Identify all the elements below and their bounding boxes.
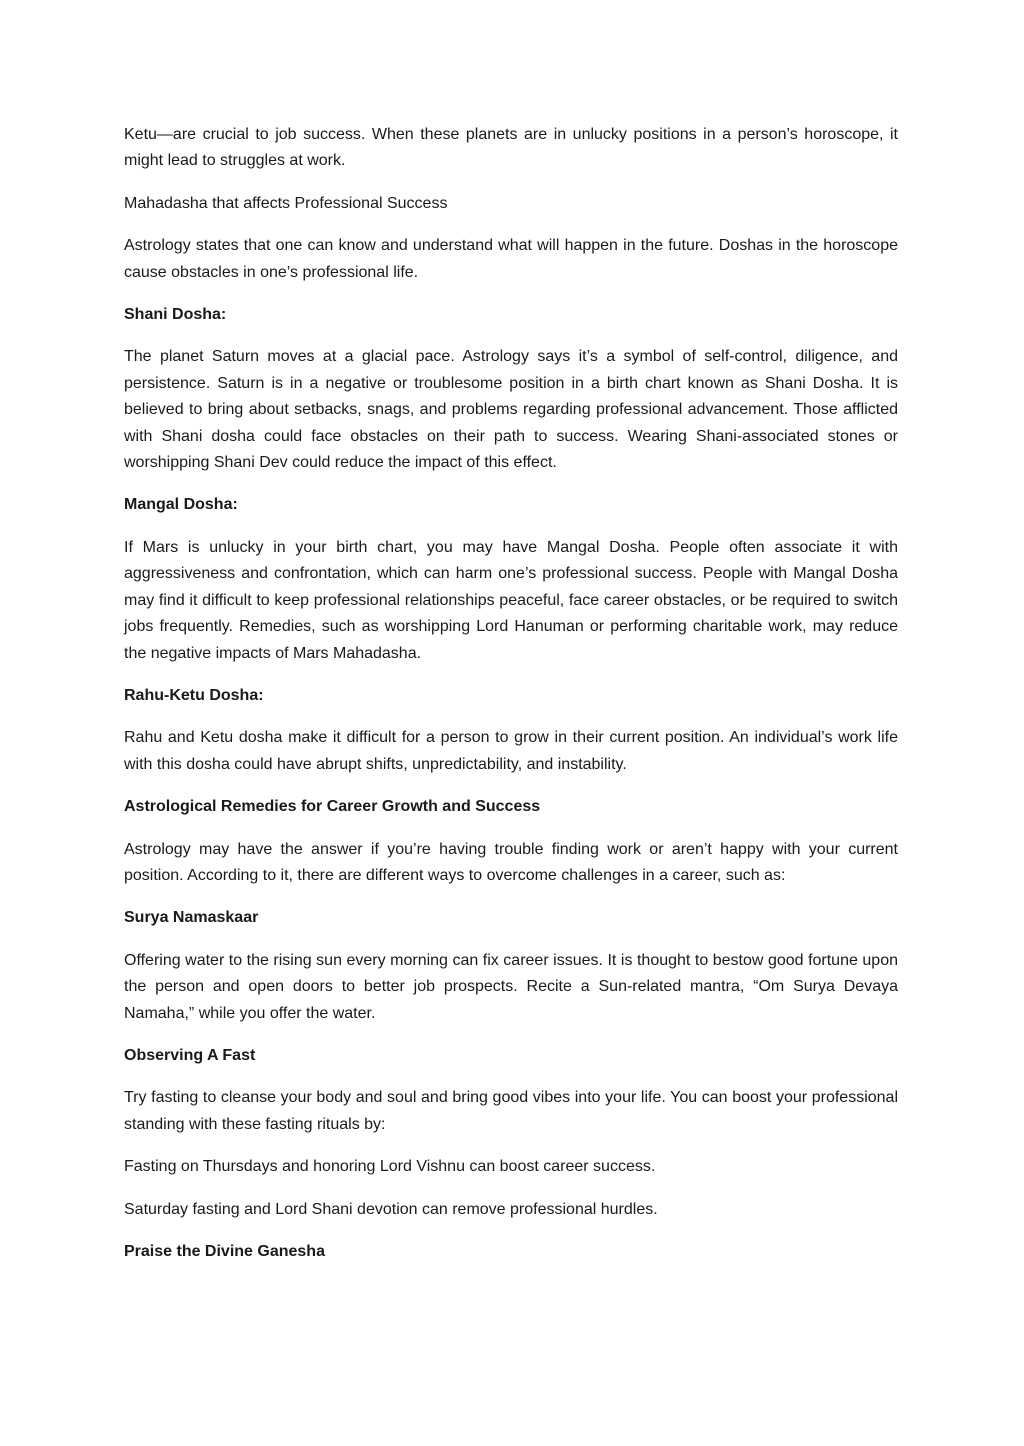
paragraph-mahadasha: Mahadasha that affects Professional Success (124, 194, 448, 212)
paragraph-saturday-fasting: Saturday fasting and Lord Shani devotion can remove professional hurdles. (124, 1200, 658, 1218)
paragraph-doshas: Astrology states that one can know and understand what will happen in the future. Doshas in the horoscope cause obstacles in one’s professional life. (124, 237, 898, 281)
heading-shani-dosha: Shani Dosha: (124, 306, 227, 324)
heading-mangal-dosha: Mangal Dosha: (124, 496, 238, 514)
heading-observing-a-fast: Observing A Fast (124, 1046, 256, 1064)
paragraph-observing-a-fast: Try fasting to cleanse your body and soul and bring good vibes into your life. You can boost your professional standing with these fasting rituals by: (124, 1089, 898, 1133)
paragraph-rahu-ketu-dosha: Rahu and Ketu dosha make it difficult for a person to grow in their current position. An individual’s work life with this dosha could have abrupt shifts, unpredictability, and instability. (124, 729, 898, 773)
heading-praise-ganesha: Praise the Divine Ganesha (124, 1243, 325, 1260)
paragraph-intro: Ketu—are crucial to job success. When these planets are in unlucky positions in a person’s horoscope, it might lead to struggles at work. (124, 126, 898, 170)
paragraph-thursday-fasting: Fasting on Thursdays and honoring Lord Vishnu can boost career success. (124, 1158, 656, 1176)
heading-astrological-remedies: Astrological Remedies for Career Growth and Success (124, 798, 541, 816)
paragraph-shani-dosha: The planet Saturn moves at a glacial pace. Astrology says it’s a symbol of self-control, diligence, and persistence. Saturn is in a negative or troublesome position in a birth chart known as Shani Dosha. It is believed to bring about setbacks, snags, and problems regarding professional advancement. Those afflicted with Shani dosha could face obstacles on their path to success. Wearing Shani-associated stones or worshipping Shani Dev could reduce the impact of this effect. (124, 348, 898, 472)
heading-rahu-ketu-dosha: Rahu-Ketu Dosha: (124, 686, 264, 704)
heading-surya-namaskaar: Surya Namaskaar (124, 909, 259, 927)
paragraph-surya-namaskaar: Offering water to the rising sun every morning can fix career issues. It is thought to bestow good fortune upon the person and open doors to better job prospects. Recite a Sun-related mantra, “Om Surya Devaya Namaha,” while you offer the water. (124, 951, 898, 1022)
paragraph-astrological-remedies: Astrology may have the answer if you’re having trouble finding work or aren’t happy with your current position. According to it, there are different ways to overcome challenges in a career, such as: (124, 840, 898, 884)
paragraph-mangal-dosha: If Mars is unlucky in your birth chart, you may have Mangal Dosha. People often associate it with aggressiveness and confrontation, which can harm one’s professional success. People with Mangal Dosha may find it difficult to keep professional relationships peaceful, face career obstacles, or be required to switch jobs frequently. Remedies, such as worshipping Lord Hanuman or performing charitable work, may reduce the negative impacts of Mars Mahadasha. (124, 538, 898, 662)
